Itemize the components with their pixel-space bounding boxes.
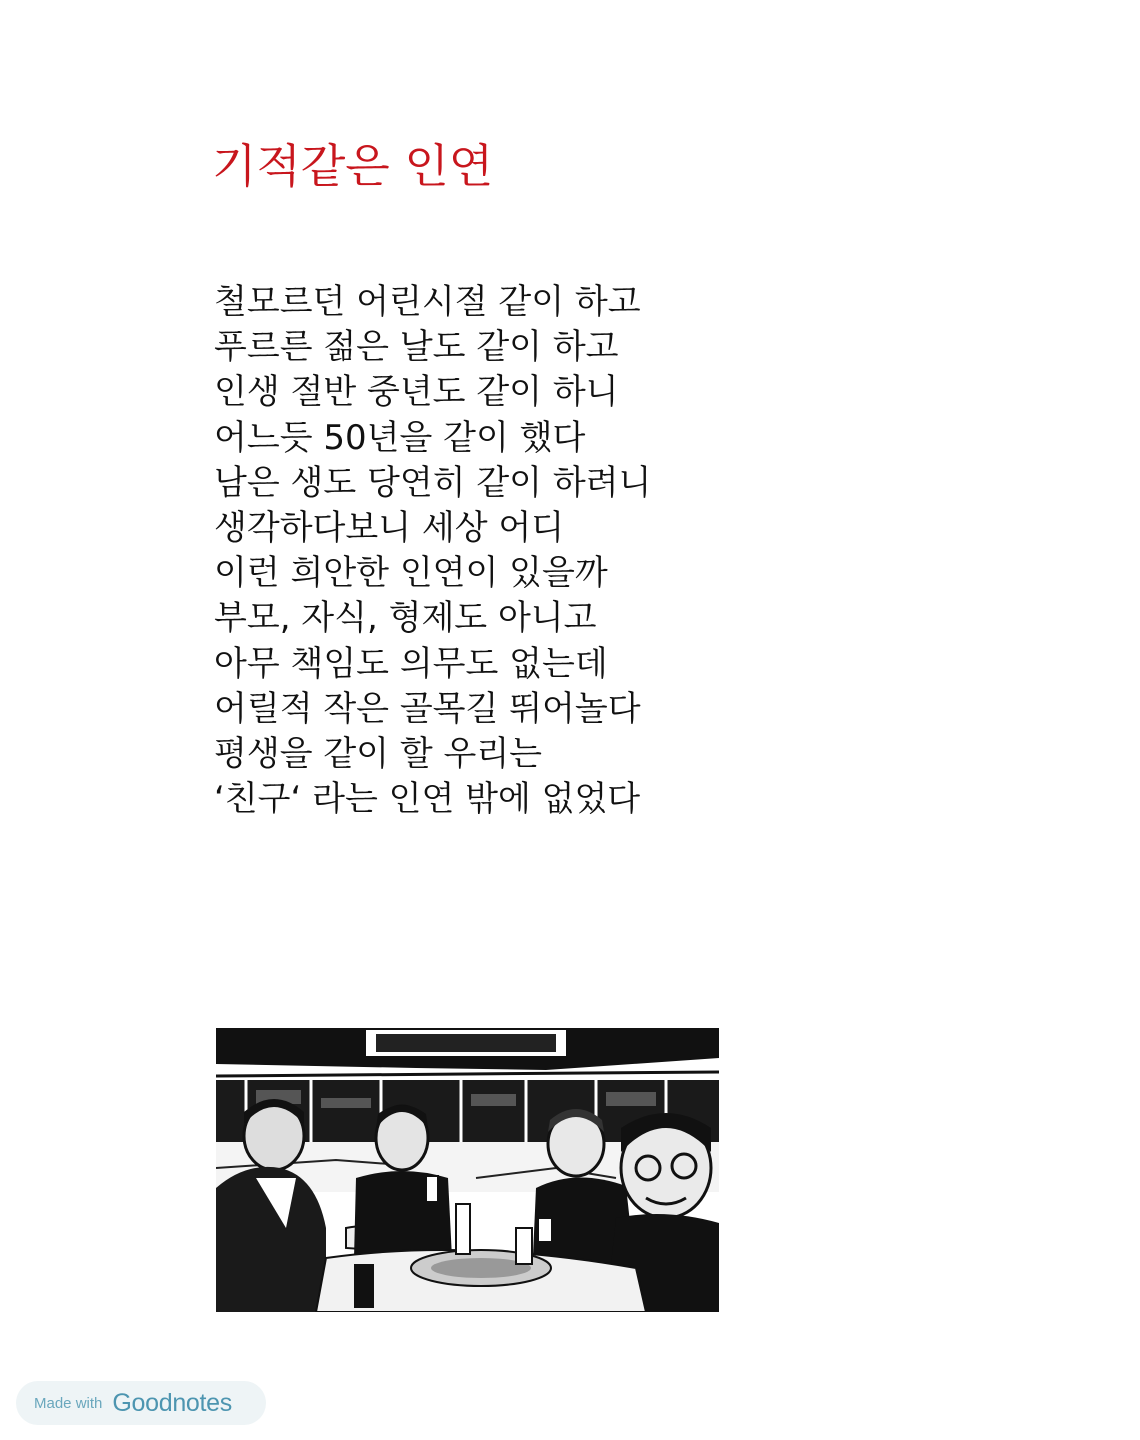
friends-photo (216, 1028, 719, 1312)
poem (214, 280, 651, 822)
poem-line: 인생 절반 중년도 같이 하니 (214, 372, 619, 413)
poem-line: 평생을 같이 할 우리는 (214, 734, 543, 775)
poem-line: 생각하다보니 세상 어디 (214, 508, 565, 549)
page-title: 기적같은 인연 (212, 139, 494, 193)
poem-line: 이런 희안한 인연이 있을까 (214, 553, 608, 594)
poem-line: 남은 생도 당연히 같이 하려니 (214, 462, 652, 503)
poem-line: 어느듯 50년을 같이 했다 (214, 417, 586, 458)
poem-line: 부모, 자식, 형제도 아니고 (214, 598, 597, 639)
made-with-goodnotes-badge[interactable] (16, 1381, 266, 1425)
goodnotes-logo: Goodnotes (112, 1388, 232, 1417)
poem-line: 어릴적 작은 골목길 뛰어놀다 (214, 688, 641, 729)
poem-line: ‘친구‘ 라는 인연 밖에 없었다 (214, 779, 641, 820)
poem-line: 푸르른 젊은 날도 같이 하고 (214, 327, 619, 368)
badge-made-with-label: Made with (34, 1394, 103, 1412)
poem-line: 아무 책임도 의무도 없는데 (214, 643, 608, 684)
poem-line: 철모르던 어린시절 같이 하고 (214, 282, 641, 322)
